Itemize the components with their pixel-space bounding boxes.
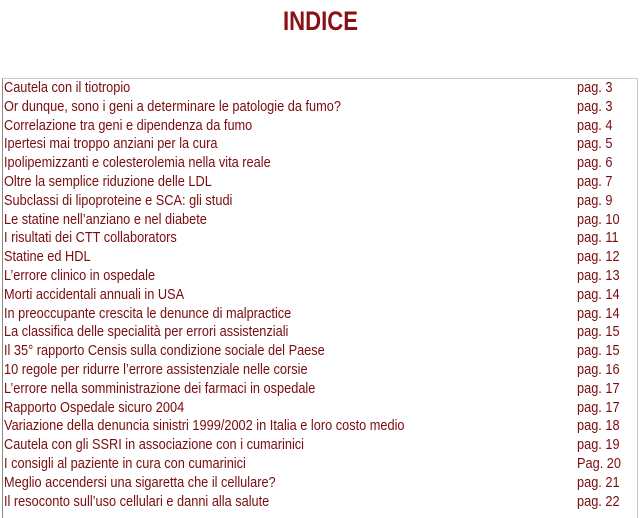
toc-entry-title[interactable]: Oltre la semplice riduzione delle LDL — [4, 173, 212, 190]
toc-entry-page: Pag. 20 — [577, 455, 621, 472]
toc-entry-page: pag. 17 — [577, 380, 620, 397]
toc-entry-page: pag. 15 — [577, 343, 620, 360]
toc-entry-page: pag. 6 — [577, 155, 613, 172]
toc-entry[interactable] — [4, 267, 634, 286]
toc-entry-title[interactable]: In preoccupante crescita le denunce di malpractice — [4, 305, 292, 322]
toc-entry[interactable] — [4, 361, 634, 380]
toc-entry-title[interactable]: L’errore clinico in ospedale — [4, 267, 156, 284]
toc-entry-title[interactable]: I risultati dei CTT collaborators — [4, 230, 177, 247]
toc-entry-page: pag. 12 — [577, 249, 620, 266]
toc-entry[interactable] — [4, 229, 634, 248]
toc-entry[interactable] — [4, 399, 634, 418]
toc-entry-page: pag. 13 — [577, 267, 620, 284]
toc-entry-page: pag. 9 — [577, 192, 613, 209]
toc-entry-title[interactable]: Variazione della denuncia sinistri 1999/2002 in Italia e loro costo medio — [4, 418, 405, 435]
toc-entry-title[interactable]: 10 regole per ridurre l’errore assistenziale nelle corsie — [4, 361, 308, 378]
toc-entry-title[interactable]: Ipolipemizzanti e colesterolemia nella vita reale — [4, 155, 271, 172]
toc-entry[interactable] — [4, 98, 634, 117]
page-title: INDICE — [282, 6, 359, 36]
toc-entry-title[interactable]: I consigli al paziente in cura con cumarinici — [4, 455, 246, 472]
toc-entry[interactable] — [4, 211, 634, 230]
toc-entry[interactable] — [4, 417, 634, 436]
toc-entry-title[interactable]: Or dunque, sono i geni a determinare le patologie da fumo? — [4, 98, 341, 115]
toc-entry[interactable] — [4, 436, 634, 455]
toc-entry-page: pag. 16 — [577, 361, 620, 378]
toc-entry-page: pag. 14 — [577, 305, 620, 322]
toc-entry-title[interactable]: L’errore nella somministrazione dei farmaci in ospedale — [4, 380, 316, 397]
toc-entry[interactable] — [4, 305, 634, 324]
toc-entry-page: pag. 17 — [577, 399, 620, 416]
toc-entry-page: pag. 21 — [577, 474, 620, 491]
toc-entry-page: pag. 10 — [577, 211, 620, 228]
toc-entry-title[interactable]: Cautela con il tiotropio — [4, 80, 131, 96]
toc-entry-page: pag. 3 — [577, 98, 613, 115]
toc-entry-page: pag. 7 — [577, 173, 613, 190]
toc-entry-title[interactable]: Morti accidentali annuali in USA — [4, 286, 185, 303]
toc-entry-title[interactable]: Rapporto Ospedale sicuro 2004 — [4, 399, 185, 416]
toc-entry[interactable] — [4, 455, 634, 474]
toc-entry-page: pag. 19 — [577, 437, 620, 454]
toc-entry[interactable] — [4, 342, 634, 361]
toc-entry[interactable] — [4, 117, 634, 136]
toc-entry-page: pag. 3 — [577, 80, 613, 96]
toc-entry-page: pag. 11 — [577, 230, 619, 247]
toc-entry-title[interactable]: Subclassi di lipoproteine e SCA: gli studi — [4, 192, 233, 209]
toc-entry-title[interactable]: Meglio accendersi una sigaretta che il cellulare? — [4, 474, 276, 491]
toc-entry[interactable] — [4, 135, 634, 154]
toc-entry[interactable] — [4, 154, 634, 173]
toc-entry[interactable] — [4, 323, 634, 342]
toc-entry-title[interactable]: Le statine nell’anziano e nel diabete — [4, 211, 207, 228]
toc-entry[interactable] — [4, 286, 634, 305]
toc-entry-title[interactable]: Statine ed HDL — [4, 249, 91, 266]
toc-entry-title[interactable]: Ipertesi mai troppo anziani per la cura — [4, 136, 218, 153]
toc-entry[interactable] — [4, 248, 634, 267]
toc-entry-title[interactable]: Il 35° rapporto Censis sulla condizione sociale del Paese — [4, 343, 325, 360]
toc-entry-page: pag. 22 — [577, 493, 620, 510]
toc-entry[interactable] — [4, 173, 634, 192]
toc-entry-title[interactable]: Correlazione tra geni e dipendenza da fumo — [4, 117, 253, 134]
toc-entry-page: pag. 15 — [577, 324, 620, 341]
toc-entry[interactable] — [4, 380, 634, 399]
toc-entry-title[interactable]: La classifica delle specialità per errori assistenziali — [4, 324, 289, 341]
toc-entry-title[interactable]: Il resoconto sull’uso cellulari e danni alla salute — [4, 493, 270, 510]
toc-entry-title[interactable]: Cautela con gli SSRI in associazione con i cumarinici — [4, 437, 305, 454]
table-of-contents — [4, 79, 634, 511]
toc-entry-page: pag. 5 — [577, 136, 613, 153]
toc-entry-page: pag. 4 — [577, 117, 613, 134]
toc-entry[interactable] — [4, 493, 634, 512]
toc-entry[interactable] — [4, 79, 634, 98]
toc-entry-page: pag. 18 — [577, 418, 620, 435]
toc-entry-page: pag. 14 — [577, 286, 620, 303]
toc-entry[interactable] — [4, 192, 634, 211]
toc-entry[interactable] — [4, 474, 634, 493]
